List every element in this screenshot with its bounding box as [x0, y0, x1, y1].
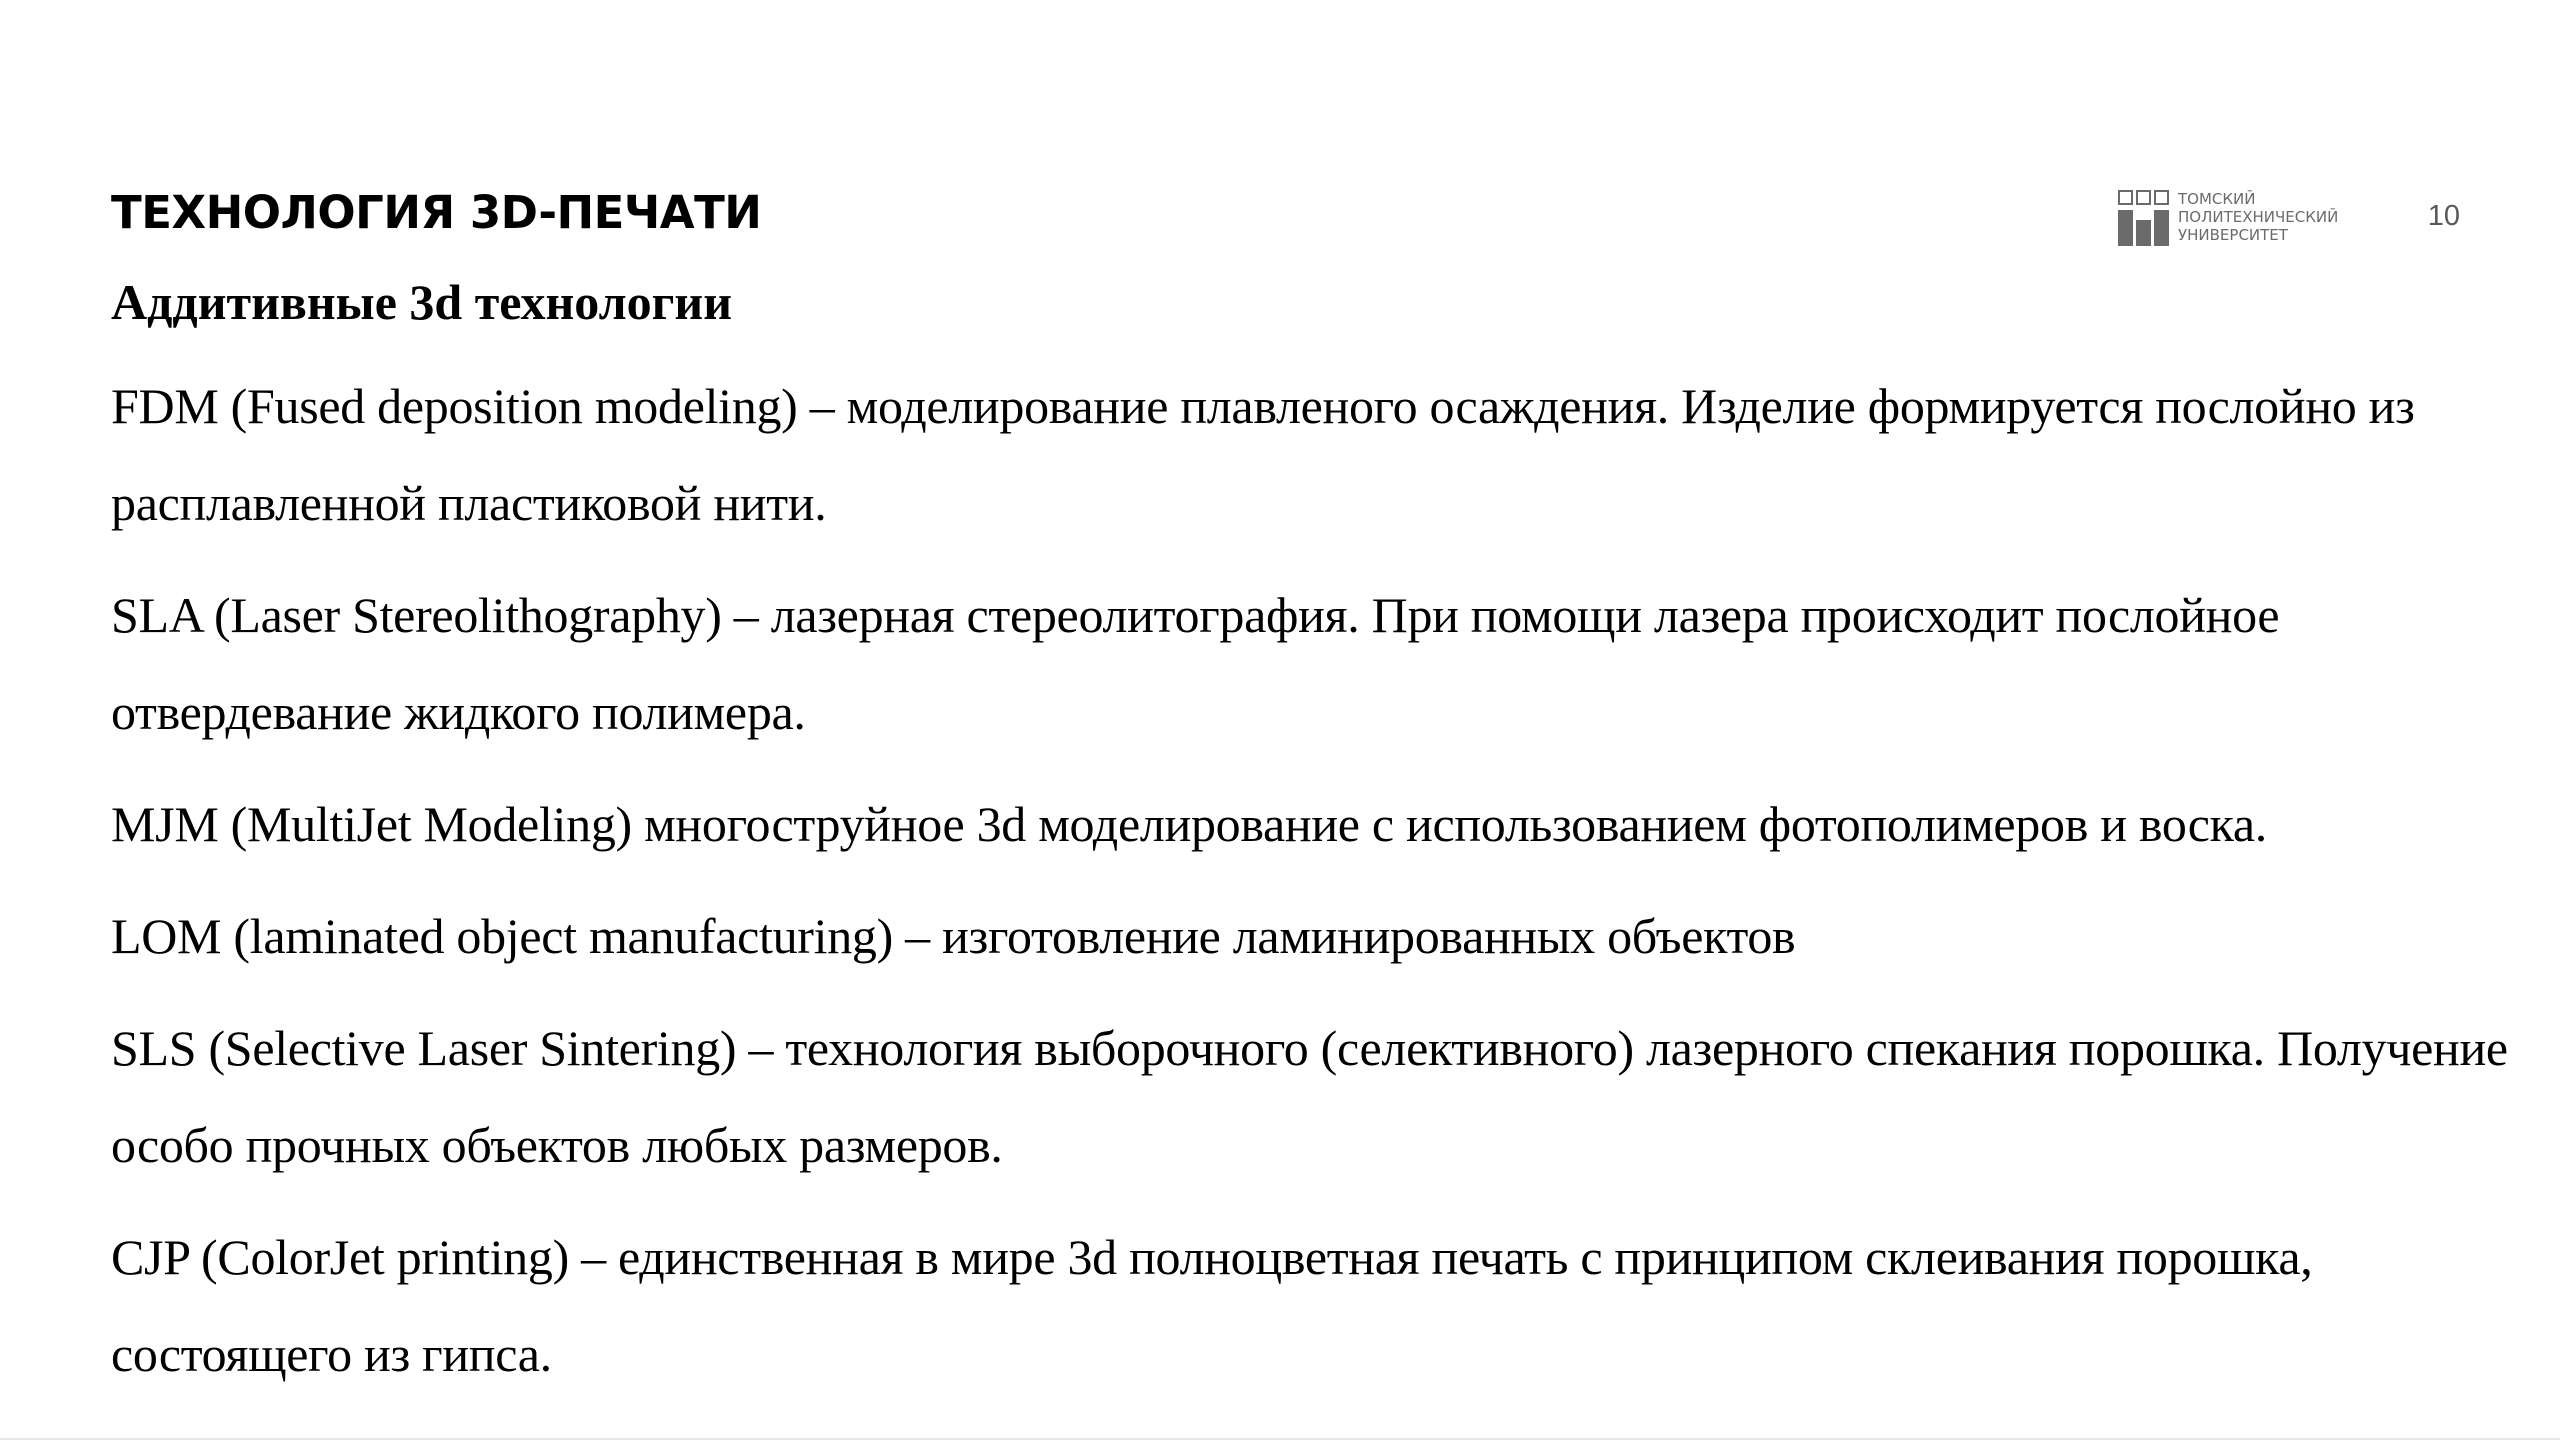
page-number: 10	[2427, 200, 2460, 232]
paragraph-sls: SLS (Selective Laser Sintering) – технология выборочного (селективного) лазерного спекания порошка. Получение особо прочных объектов любых размеров.	[111, 1020, 2508, 1173]
logo-line-3: УНИВЕРСИТЕТ	[2178, 226, 2288, 244]
logo-line-2: ПОЛИТЕХНИЧЕСКИЙ	[2178, 208, 2339, 226]
slide-title: ТЕХНОЛОГИЯ 3D-ПЕЧАТИ	[111, 186, 762, 239]
slide-content	[111, 268, 2511, 1418]
tpu-logo-icon	[2118, 190, 2170, 246]
paragraph-fdm: FDM (Fused deposition modeling) – моделирование плавленого осаждения. Изделие формируется послойно из расплавленной пластиковой нити.	[111, 378, 2415, 531]
paragraph-sla: SLA (Laser Stereolithography) – лазерная стереолитография. При помощи лазера происходит послойное отвердевание жидкого полимера.	[111, 587, 2280, 740]
paragraph-lom: LOM (laminated object manufacturing) – изготовление ламинированных объектов	[111, 908, 1796, 964]
logo-text	[2178, 190, 2338, 244]
slide-subtitle: Аддитивные 3d технологии	[111, 274, 732, 330]
paragraph-mjm: MJM (MultiJet Modeling) многоструйное 3d моделирование с использованием фотополимеров и воска.	[111, 796, 2268, 852]
university-logo	[2118, 190, 2358, 246]
paragraph-cjp: CJP (ColorJet printing) – единственная в мире 3d полноцветная печать с принципом склеивания порошка, состоящего из гипса.	[111, 1229, 2313, 1382]
logo-line-1: ТОМСКИЙ	[2178, 190, 2256, 208]
